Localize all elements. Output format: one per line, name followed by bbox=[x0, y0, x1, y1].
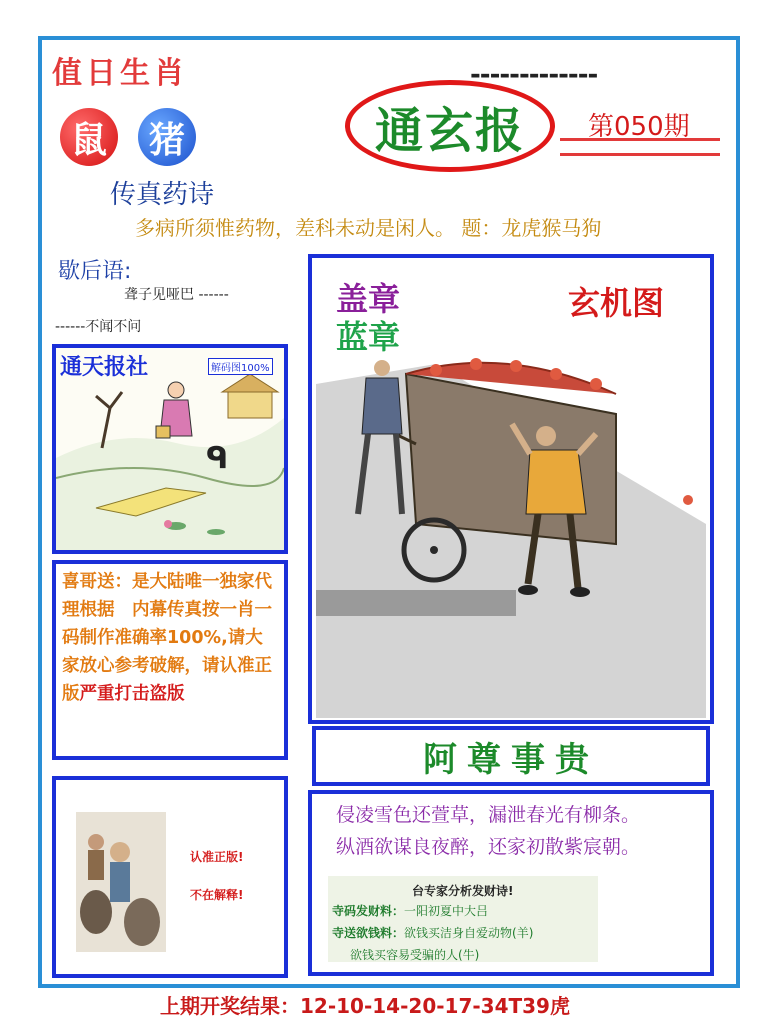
small-picture-note-2: 不在解释! bbox=[190, 888, 244, 902]
answer-text: 阿尊事贵 bbox=[423, 739, 599, 780]
zhiri-label: 值日生肖 bbox=[52, 56, 188, 91]
xiehouyu-line-1: 聋子见哑巴 ------ bbox=[124, 287, 229, 303]
tip-line-2-label: 寺送欲钱料： bbox=[332, 926, 405, 940]
fax-poem-line: 多病所须惟药物，差科未动是闲人。 题：龙虎猴马狗 bbox=[135, 216, 602, 240]
fax-poem-label: 传真药诗 bbox=[110, 180, 215, 210]
tip-line-3: 欲钱买容易受骗的人(牛) bbox=[350, 948, 480, 962]
zodiac-badge-rat: 鼠 bbox=[60, 108, 118, 166]
svg-text:ᑫ: ᑫ bbox=[206, 441, 229, 476]
dash-line: ------------- bbox=[470, 60, 598, 90]
issue-underline bbox=[560, 138, 720, 156]
poem-line-1: 侵凌雪色还萱草，漏泄春光有柳条。 bbox=[336, 804, 641, 826]
ad-text bbox=[62, 568, 278, 708]
small-picture-note-1: 认准正版! bbox=[190, 850, 244, 864]
zodiac-badge-pig: 猪 bbox=[138, 108, 196, 166]
ad-box bbox=[52, 560, 288, 760]
xiehouyu-label: 歇后语: bbox=[58, 259, 132, 284]
poem-box bbox=[308, 790, 714, 976]
logo-text: 通玄报 bbox=[374, 102, 525, 159]
xiehouyu-line-2: ------不闻不问 bbox=[55, 319, 142, 335]
ad-text-main: 喜哥送：是大陆唯一独家代理根据 内幕传真按一肖一码制作准确率100%,请大家放心参考破解，请认准正版 bbox=[62, 572, 272, 704]
last-result: 上期开奖结果：12-10-14-20-17-34T39虎 bbox=[160, 994, 570, 1018]
tip-line-1-value: 一阳初夏中大吕 bbox=[404, 904, 489, 918]
answer-box bbox=[312, 726, 710, 786]
tongtian-box bbox=[52, 344, 288, 554]
small-picture-box bbox=[52, 776, 288, 978]
xuanji-label: 玄机图 bbox=[568, 284, 665, 322]
gaizhang-label: 盖章 bbox=[336, 280, 401, 318]
ad-text-red: 严重打击盗版 bbox=[79, 684, 185, 704]
tip-line-1-label: 寺码发财料： bbox=[332, 904, 405, 918]
tip-title: 台专家分析发财诗! bbox=[412, 884, 514, 898]
issue-number: 第050期 bbox=[588, 112, 690, 142]
small-picture bbox=[76, 812, 166, 952]
main-picture-box bbox=[308, 254, 714, 724]
tip-line-2-value: 欲钱买洁身自爱动物(羊) bbox=[404, 926, 534, 940]
poem-line-2: 纵酒欲谋良夜醉，还家初散紫宸朝。 bbox=[336, 836, 641, 858]
lanzhang-label: 蓝章 bbox=[336, 318, 401, 356]
tongtian-title: 通天报社 bbox=[60, 354, 149, 380]
tongtian-badge: 解码图100% bbox=[208, 358, 273, 375]
main-cartoon bbox=[316, 354, 706, 718]
tip-line-1 bbox=[332, 902, 488, 919]
logo-oval bbox=[345, 80, 555, 172]
tip-line-2 bbox=[332, 924, 533, 941]
